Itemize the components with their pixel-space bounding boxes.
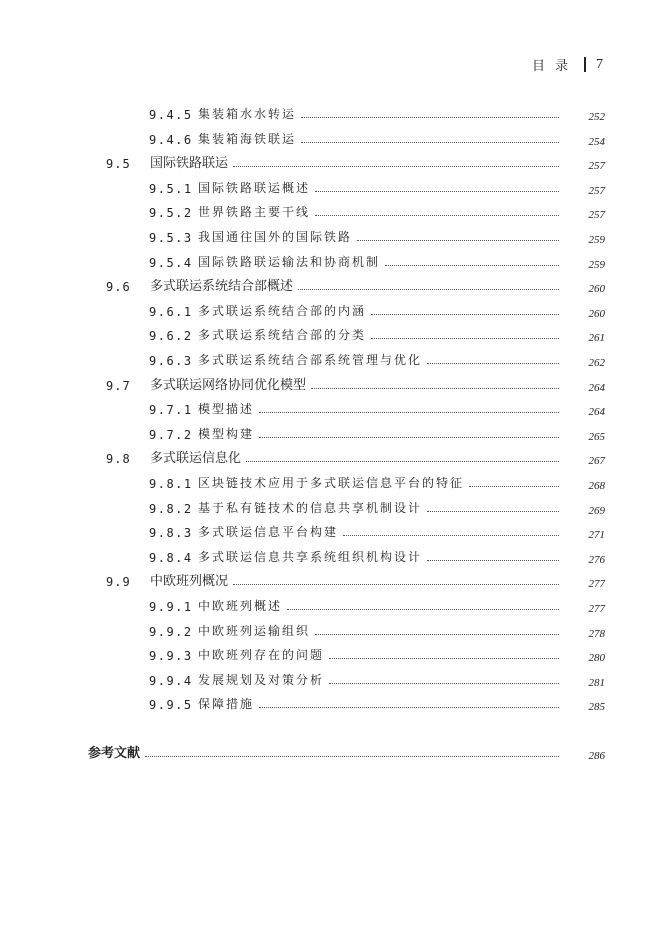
toc-entry[interactable] xyxy=(0,694,665,714)
toc-entry-number: 9.8 xyxy=(106,452,131,467)
toc-entry-number: 9.9.2 xyxy=(149,624,193,639)
toc-entry-page: 281 xyxy=(588,676,605,689)
toc-entry-page: 268 xyxy=(588,480,605,492)
toc-entry-title: 参考文献 xyxy=(88,742,143,761)
toc-entry-number: 9.5 xyxy=(106,157,131,172)
toc-entry-page: 280 xyxy=(588,652,605,665)
toc-entry-page: 277 xyxy=(588,578,605,591)
toc-entry[interactable] xyxy=(0,227,665,247)
toc-entry-page: 254 xyxy=(588,135,605,148)
toc-entry-number: 9.9 xyxy=(106,575,131,590)
toc-entry-page: 265 xyxy=(588,430,605,443)
toc-entry-page: 269 xyxy=(588,504,605,517)
toc-entry-title: 集装箱水水转运 xyxy=(198,105,299,122)
header-title: 目录 xyxy=(531,59,578,74)
dot-leader xyxy=(427,363,559,364)
toc-entry-page: 261 xyxy=(588,332,605,345)
toc-entry-page: 257 xyxy=(588,184,605,197)
toc-entry-page: 271 xyxy=(588,529,605,542)
toc-entry-title: 保障措施 xyxy=(198,695,257,712)
toc-entry-title: 多式联运系统结合部系统管理与优化 xyxy=(198,351,425,368)
dot-leader xyxy=(427,560,559,561)
dot-leader xyxy=(385,265,559,266)
toc-entry-page: 252 xyxy=(588,111,605,123)
toc-entry-number: 9.8.3 xyxy=(149,526,193,541)
dot-leader xyxy=(315,191,559,192)
toc-entry-page: 259 xyxy=(588,258,605,271)
toc-entry[interactable] xyxy=(0,178,665,198)
toc-entry-number: 9.5.4 xyxy=(149,255,193,270)
toc-entry-page: 262 xyxy=(588,357,605,369)
toc-entry-title: 基于私有链技术的信息共享机制设计 xyxy=(198,499,425,516)
toc-entry-title: 发展规划及对策分析 xyxy=(198,671,327,688)
toc-entry-page: 259 xyxy=(588,234,605,246)
toc-entry[interactable] xyxy=(0,424,665,444)
toc-entry-number: 9.9.1 xyxy=(149,600,193,614)
toc-entry-number: 9.7 xyxy=(106,378,131,393)
toc-entry-number: 9.9.4 xyxy=(149,673,193,688)
toc-entry-title: 国际铁路联运 xyxy=(150,152,231,171)
dot-leader xyxy=(246,461,559,462)
toc-entry-title: 中欧班列存在的问题 xyxy=(198,646,327,663)
toc-entry[interactable] xyxy=(0,153,665,173)
dot-leader xyxy=(357,240,559,241)
dot-leader xyxy=(371,338,559,339)
toc-entry-title: 多式联运系统结合部概述 xyxy=(150,275,296,294)
toc-entry[interactable] xyxy=(0,473,665,493)
toc-entry[interactable] xyxy=(0,621,665,641)
toc-entry-title: 多式联运信息平台构建 xyxy=(198,523,341,540)
dot-leader xyxy=(259,412,559,413)
toc-entry-number: 9.8.1 xyxy=(149,477,193,491)
toc-entry[interactable] xyxy=(0,104,665,124)
toc-entry-number: 9.6 xyxy=(106,280,131,295)
dot-leader xyxy=(287,609,559,610)
toc-entry-number: 9.5.2 xyxy=(149,206,193,221)
toc-entry-title: 集装箱海铁联运 xyxy=(198,130,299,147)
toc-entry-number: 9.6.1 xyxy=(149,304,193,319)
toc-entry-number: 9.6.3 xyxy=(149,354,193,368)
dot-leader xyxy=(329,683,559,684)
toc-entry[interactable] xyxy=(0,743,665,763)
toc-entry[interactable] xyxy=(0,645,665,665)
toc-entry[interactable] xyxy=(0,325,665,345)
toc-entry-title: 中欧班列概况 xyxy=(150,570,231,589)
toc-entry-title: 国际铁路联运输法和协商机制 xyxy=(198,253,383,270)
toc-entry[interactable] xyxy=(0,276,665,296)
toc-entry-title: 多式联运信息化 xyxy=(150,447,244,466)
toc-entry-title: 中欧班列概述 xyxy=(198,597,285,614)
dot-leader xyxy=(427,511,559,512)
toc-entry-title: 模型描述 xyxy=(198,400,257,417)
toc-entry-number: 9.9.5 xyxy=(149,698,193,713)
toc-entry-number: 9.5.1 xyxy=(149,181,193,196)
toc-entry[interactable] xyxy=(0,522,665,542)
dot-leader xyxy=(371,314,559,315)
dot-leader xyxy=(329,658,559,659)
dot-leader xyxy=(233,584,559,585)
dot-leader xyxy=(298,289,559,290)
toc-entry-number: 9.6.2 xyxy=(149,329,193,344)
toc-entry[interactable] xyxy=(0,547,665,567)
toc-entry-page: 276 xyxy=(588,553,605,566)
toc-entry-page: 286 xyxy=(588,750,605,762)
toc-entry-page: 264 xyxy=(588,406,605,419)
toc-entry-title: 我国通往国外的国际铁路 xyxy=(198,228,355,245)
dot-leader xyxy=(259,707,559,708)
dot-leader xyxy=(315,215,559,216)
toc-entry-number: 9.8.4 xyxy=(149,550,193,565)
dot-leader xyxy=(301,117,559,118)
toc-entry-title: 多式联运网络协同优化模型 xyxy=(150,374,309,393)
toc-entry-page: 278 xyxy=(588,627,605,640)
dot-leader xyxy=(259,437,559,438)
toc-entry-title: 中欧班列运输组织 xyxy=(198,622,313,639)
toc-entry-page: 277 xyxy=(588,603,605,615)
toc-entry[interactable] xyxy=(0,399,665,419)
dot-leader xyxy=(301,142,559,143)
toc-entry-number: 9.7.2 xyxy=(149,427,193,442)
toc-entry[interactable] xyxy=(0,202,665,222)
toc-entry-title: 国际铁路联运概述 xyxy=(198,179,313,196)
toc-entry-page: 264 xyxy=(588,381,605,394)
dot-leader xyxy=(311,388,559,389)
toc-entry[interactable] xyxy=(0,375,665,395)
toc-entry[interactable] xyxy=(0,129,665,149)
toc-entry-title: 模型构建 xyxy=(198,425,257,442)
dot-leader xyxy=(315,634,559,635)
toc-entry[interactable] xyxy=(0,448,665,468)
toc-entry-page: 257 xyxy=(588,209,605,222)
toc-entry-title: 多式联运系统结合部的内涵 xyxy=(198,302,369,319)
toc-entry-page: 260 xyxy=(588,307,605,320)
toc-entry-number: 9.9.3 xyxy=(149,649,193,664)
dot-leader xyxy=(469,486,559,487)
toc-entry[interactable] xyxy=(0,350,665,370)
toc-entry-page: 260 xyxy=(588,283,605,296)
toc-entry-page: 285 xyxy=(588,701,605,714)
toc-entry[interactable] xyxy=(0,596,665,616)
toc-entry[interactable] xyxy=(0,252,665,272)
header-page-number: 7 xyxy=(596,56,603,72)
toc-entry-title: 多式联运信息共享系统组织机构设计 xyxy=(198,548,425,565)
dot-leader xyxy=(343,535,559,536)
toc-entry-number: 9.4.6 xyxy=(149,132,193,147)
toc-entry[interactable] xyxy=(0,670,665,690)
dot-leader xyxy=(145,756,559,757)
toc-entry-number: 9.8.2 xyxy=(149,501,193,516)
dot-leader xyxy=(233,166,559,167)
toc-entry[interactable] xyxy=(0,301,665,321)
header-divider xyxy=(584,57,586,72)
toc-entry[interactable] xyxy=(0,571,665,591)
toc-entry-title: 多式联运系统结合部的分类 xyxy=(198,326,369,343)
toc-entry-number: 9.7.1 xyxy=(149,403,193,418)
toc-entry-number: 9.4.5 xyxy=(149,108,193,122)
toc-entry-number: 9.5.3 xyxy=(149,231,193,245)
running-header xyxy=(532,55,603,74)
toc-entry-title: 世界铁路主要干线 xyxy=(198,203,313,220)
toc-entry-page: 257 xyxy=(588,160,605,173)
toc-entry[interactable] xyxy=(0,498,665,518)
toc-entry-title: 区块链技术应用于多式联运信息平台的特征 xyxy=(198,474,467,491)
toc-entry-page: 267 xyxy=(588,455,605,468)
